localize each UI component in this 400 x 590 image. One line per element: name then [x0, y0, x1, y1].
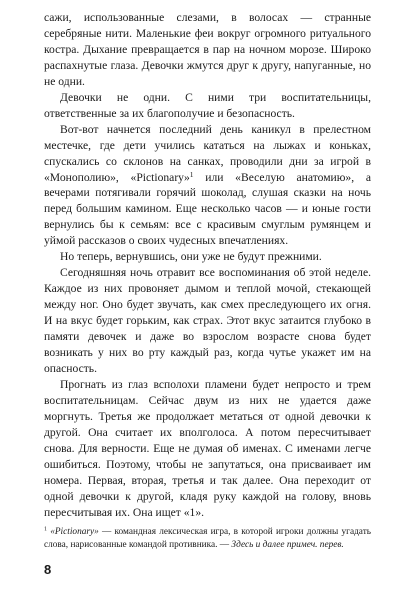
paragraph-text: , а вечерами потягивали горячий шоколад, слушая сказки на ночь перед большим камином. Еще несколько часов — и юные гости вернулись бы к семьям: все с красивым смуглым румянцем и уймой рассказов о своих чудесных впечатлениях. — [44, 170, 371, 248]
footnote — [44, 526, 371, 551]
paragraph: Прогнать из глаз всполохи пламени будет непросто и трем воспитательницам. Сейчас двум из них не удается даже моргнуть. Третья же продолжает метаться от одной девочки к другой. Она считает их вполголоса. А потом пересчитывает снова. Для верности. Еще не думая об именах. С именами легче ошибиться. Поэтому, чтобы не запутаться, она присваивает им номера. Первая, вторая, третья и так далее. Она переходит от одной девочки к другой, кладя руку каждой на голову, вновь пересчитывая их. Она ищет «1». — [44, 377, 371, 519]
footnote-note: Здесь и далее примеч. перев. — [231, 539, 344, 550]
footnote-text: — командная лексическая игра, в которой игроки должны угадать слова, нарисованные командой противника. — — [44, 527, 371, 550]
paragraph-text: Вот-вот начнется последний день каникул в прелестном местечке, где дети учились кататься на лыжах и коньках, спускались со склонов на санках, проводили дни за игрой в «Монополию», «Pictionary» — [44, 122, 371, 184]
footnote-number: 1 — [44, 526, 48, 533]
page-number: 8 — [44, 562, 52, 577]
paragraph — [44, 122, 371, 250]
paragraph: Девочки не одни. С ними три воспитательницы, ответственные за их благополучие и безопасность. — [44, 90, 371, 120]
paragraph: сажи, использованные слезами, в волосах — странные серебряные нити. Маленькие феи вокруг огромного ритуального костра. Дыхание превращается в пар на ночном морозе. Широко распахнутые глаза. Девочки жмутся друг к другу, напуганные, но не одни. — [44, 11, 371, 88]
footnote-term: «Pictionary» — [50, 527, 99, 537]
paragraph: Сегодняшняя ночь отравит все воспоминания об этой неделе. Каждое из них провоняет дымом и теплой мочой, стекающей между ног. Оно будет звучать, как смех преследующего их огня. И на вкус будет горьким, как страх. Этот вкус затаится глубоко в памяти девочек и даже во взрослом возрасте снова будет возникать у них во рту каждый раз, когда чутье укажет им на опасность. — [44, 266, 371, 375]
paragraph: Но теперь, вернувшись, они уже не будут прежними. — [60, 250, 322, 264]
body-text — [44, 10, 371, 521]
paragraph-text: или «Веселую анатомию» — [193, 170, 352, 184]
footnote-marker: 1 — [189, 169, 194, 179]
